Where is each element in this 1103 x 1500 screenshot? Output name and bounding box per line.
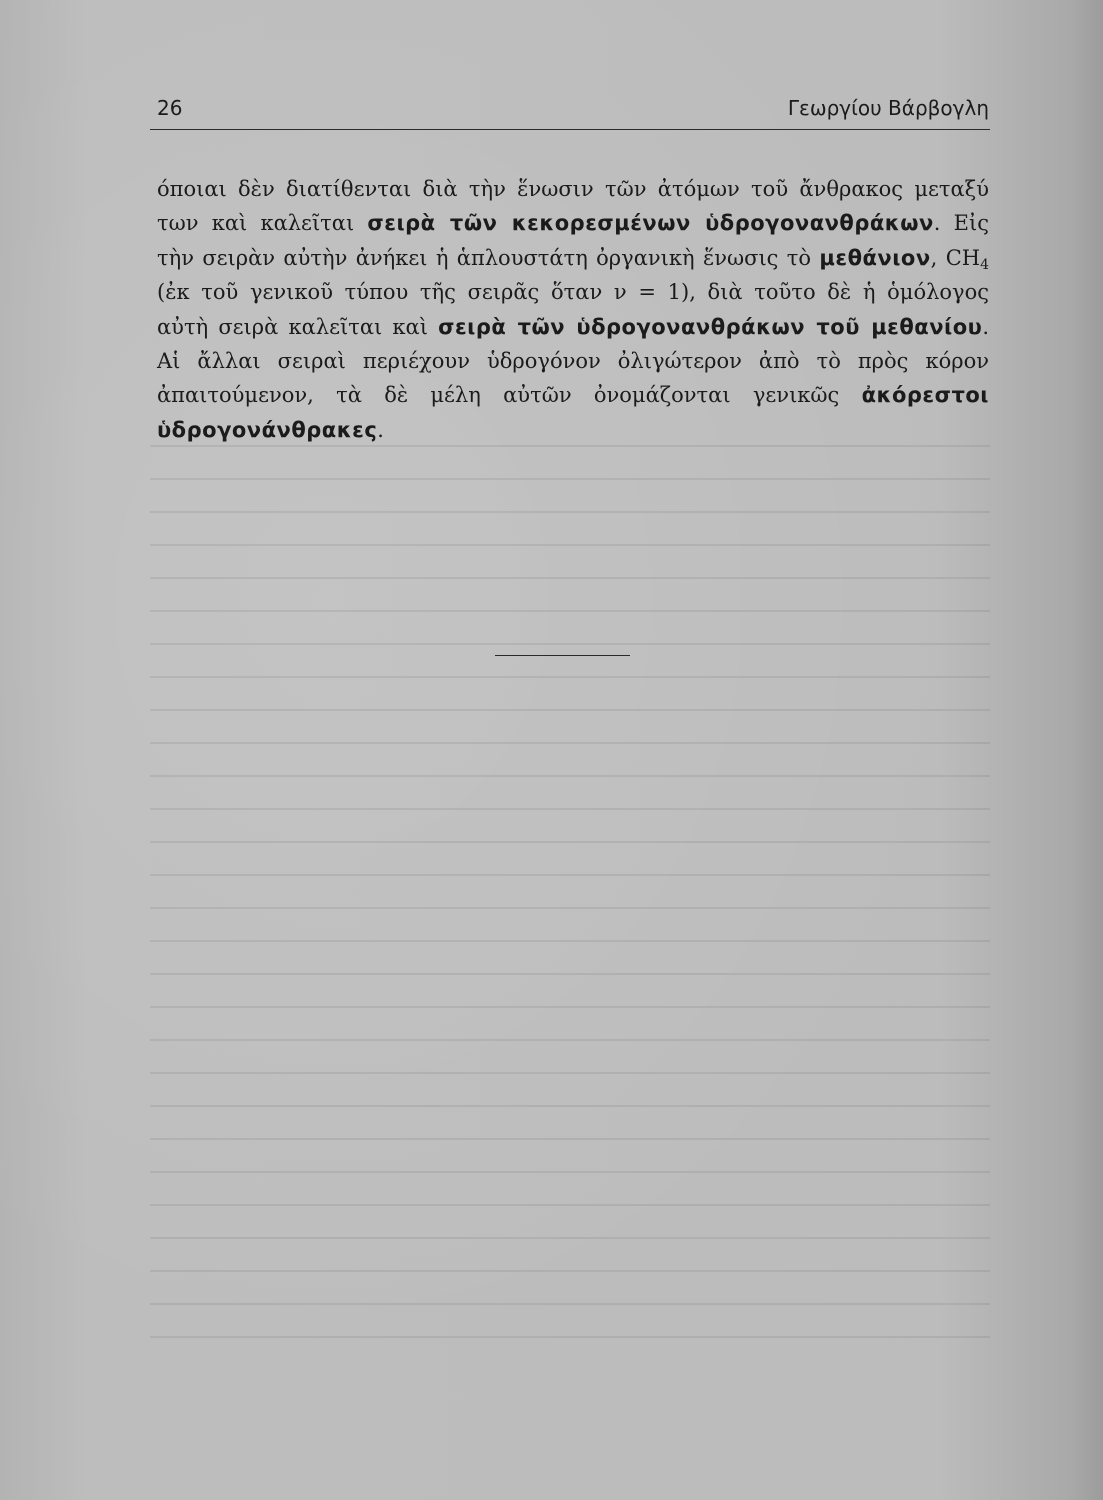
section-end-rule (495, 655, 630, 656)
emphasized-term: σειρὰ τῶν ὑδρογονανθράκων τοῦ μεθανίου (438, 314, 983, 339)
running-head: Γεωργίου Βάρβογλη (787, 96, 989, 120)
text-segment: (ἐκ τοῦ γενικοῦ τύπου τῆς σειρᾶς ὅταν ν = 1), διὰ τοῦτο δὲ ἡ ὁμόλογος αὐτὴ σειρὰ καλεῖται καὶ (157, 280, 989, 339)
text-segment: . (377, 417, 384, 442)
text-segment: . Αἱ ἄλλαι σειραὶ περιέχουν ὑδρογόνον ὀλιγώτερον ἀπὸ τὸ πρὸς κόρον ἀπαιτούμενον, τὰ δὲ μέλη αὐτῶν ὀνομάζονται γενικῶς (157, 314, 989, 408)
text-segment: . Εἰς τὴν σειρὰν αὐτὴν ἀνήκει ἡ ἁπλουστάτη ὀργανικὴ ἕνωσις τὸ (157, 211, 989, 270)
body-paragraph (157, 172, 989, 447)
text-segment: όποιαι δὲν διατίθενται διὰ τὴν ἕνωσιν τῶν ἀτόμων τοῦ ἄνθρακος μεταξύ των καὶ καλεῖται (157, 177, 989, 236)
show-through-texture (150, 445, 990, 1345)
formula-subscript: 4 (980, 256, 989, 273)
formula-base: CH (945, 245, 981, 270)
page-number: 26 (157, 96, 183, 120)
page-header (157, 96, 989, 126)
text-segment: , (930, 245, 946, 270)
emphasized-term: σειρὰ τῶν κεκορεσμένων ὑδρογονανθράκων (367, 211, 934, 236)
emphasized-term: μεθάνιον (819, 245, 931, 270)
emphasized-term: ἀκόρεστοι ὑδρογονάνθρακες (157, 383, 989, 442)
chemical-formula (945, 245, 989, 273)
header-rule (150, 129, 990, 130)
